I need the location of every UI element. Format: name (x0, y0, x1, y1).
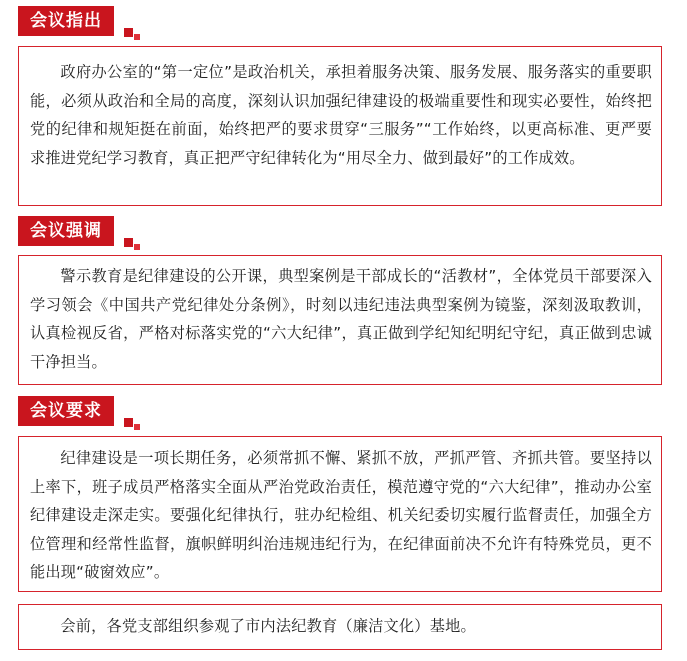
section-heading: 会议指出 (30, 11, 102, 31)
section-heading: 会议强调 (30, 221, 102, 241)
heading-decoration (124, 418, 133, 427)
heading-decoration (134, 244, 140, 250)
section-heading-tag (18, 396, 114, 426)
heading-decoration (134, 34, 140, 40)
paragraph: 纪律建设是一项长期任务，必须常抓不懈、紧抓不放，严抓严管、齐抓共管。要坚持以上率下，班子成员严格落实全面从严治党政治责任，模范遵守党的“六大纪律”，推动办公室纪律建设走深走实。要强化纪律执行，驻办纪检组、机关纪委切实履行监督责任，加强全方位管理和经常性监督，旗帜鲜明纠治违规违纪行为，在纪律面前决不允许有特殊党员，更不能出现“破窗效应”。 (30, 449, 652, 582)
section-heading-tag (18, 216, 114, 246)
paragraph: 政府办公室的“第一定位”是政治机关，承担着服务决策、服务发展、服务落实的重要职能，必须从政治和全局的高度，深刻认识加强纪律建设的极端重要性和现实必要性，始终把党的纪律和规矩挺在前面，始终把严的要求贯穿“三服务”“工作始终，以更高标准、更严要求推进党纪学习教育，真正把严守纪律转化为“用尽全力、做到最好”的工作成效。 (30, 63, 652, 167)
heading-decoration (124, 238, 133, 247)
closing-paragraph: 会前，各党支部组织参观了市内法纪教育（廉洁文化）基地。 (60, 617, 476, 635)
section-heading: 会议要求 (30, 401, 102, 421)
heading-decoration (124, 28, 133, 37)
paragraph: 警示教育是纪律建设的公开课，典型案例是干部成长的“活教材”，全体党员干部要深入学习领会《中国共产党纪律处分条例》，时刻以违纪违法典型案例为镜鉴，深刻汲取教训，认真检视反省，严格对标落实党的“六大纪律”，真正做到学纪知纪明纪守纪，真正做到忠诚干净担当。 (30, 267, 652, 371)
heading-decoration (134, 424, 140, 430)
section-heading-tag (18, 6, 114, 36)
